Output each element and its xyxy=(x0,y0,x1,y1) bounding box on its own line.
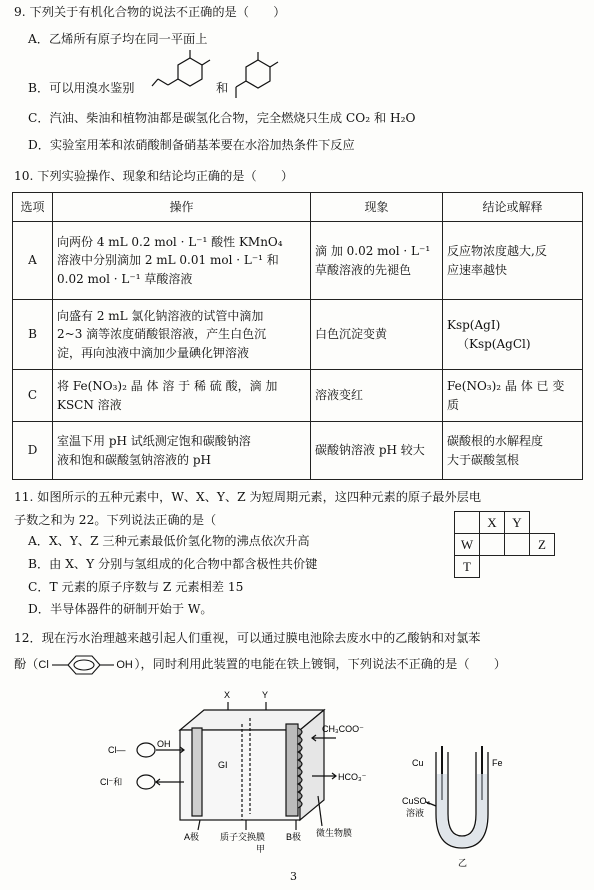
struct-cl-label: Cl xyxy=(38,658,49,671)
q11-option-c: C．T 元素的原子序数与 Z 元素相差 15 xyxy=(28,580,244,594)
text-line: 室温下用 pH 试纸测定饱和碳酸钠溶 xyxy=(57,433,251,448)
row-phenomenon xyxy=(311,222,443,300)
q12-stem-line1: 12．现在污水治理越来越引起人们重视，可以通过膜电池除去废水中的乙酸钠和对氯苯 xyxy=(14,631,481,645)
text-line: 草酸溶液的先褪色 xyxy=(315,262,412,277)
fig-x-label: X xyxy=(224,690,231,700)
text-line: （Ksp(AgCl) xyxy=(457,336,531,351)
grid-cell xyxy=(480,534,505,556)
fig-cu-label: Cu xyxy=(412,758,424,768)
fig-cl-and: Cl⁻和 xyxy=(100,777,123,787)
grid-cell-t: T xyxy=(455,556,480,578)
row-id: B xyxy=(13,300,53,370)
row-conclusion xyxy=(443,422,583,480)
q11-option-d: D．半导体器件的研制开始于 W。 xyxy=(28,602,213,616)
grid-cell xyxy=(480,556,505,578)
row-phenomenon xyxy=(311,370,443,422)
text-line: 白色沉淀变黄 xyxy=(315,327,388,342)
fig-jia-caption: 甲 xyxy=(256,844,266,854)
page-number: 3 xyxy=(290,870,297,883)
row-operation xyxy=(53,300,311,370)
membrane-battery-figure xyxy=(100,684,370,854)
styrene-like-structure-1 xyxy=(152,50,210,86)
q11-periodic-grid xyxy=(454,511,555,578)
q9-stem: 9. 下列关于有机化合物的说法不正确的是（ ） xyxy=(14,5,286,19)
row-operation xyxy=(53,222,311,300)
table-row xyxy=(13,422,583,480)
text-line: 溶液中分别滴加 2 mL 0.01 mol · L⁻¹ 和 xyxy=(57,253,279,268)
fig-b-pole: B极 xyxy=(286,832,302,842)
table-row xyxy=(13,370,583,422)
text-line: 0.02 mol · L⁻¹ 草酸溶液 xyxy=(57,271,193,286)
benzene-ring-icon xyxy=(52,653,116,677)
q9-option-b-label: B．可以用溴水鉴别 xyxy=(28,81,135,95)
fig-cl-oh-left: Cl— xyxy=(108,745,126,755)
q9-option-b xyxy=(28,80,578,96)
row-id: A xyxy=(13,222,53,300)
fig-cuso4-label: CuSO₄ xyxy=(402,796,431,806)
row-phenomenon xyxy=(311,300,443,370)
row-conclusion xyxy=(443,300,583,370)
q9-option-c: C．汽油、柴油和植物油都是碳氢化合物，完全燃烧只生成 CO₂ 和 H₂O xyxy=(28,111,416,125)
fig-a-pole: A极 xyxy=(184,832,200,842)
text-line: 液和饱和碳酸氢钠溶液的 pH xyxy=(57,452,211,467)
row-id: C xyxy=(13,370,53,422)
q10-experiment-table xyxy=(12,192,583,480)
grid-cell-w: W xyxy=(455,534,480,556)
fig-gi-label: GI xyxy=(218,760,228,770)
q9-option-b-and: 和 xyxy=(216,81,229,95)
table-header-row xyxy=(13,193,583,222)
row-phenomenon xyxy=(311,422,443,480)
fig-y-label: Y xyxy=(262,690,269,700)
row-conclusion xyxy=(443,370,583,422)
text-line: 溶液变红 xyxy=(315,388,364,403)
q11-option-b: B．由 X、Y 分别与氢组成的化合物中都含极性共价键 xyxy=(28,557,318,571)
fig-yi-caption: 乙 xyxy=(458,858,468,868)
grid-cell xyxy=(530,512,555,534)
header-option: 选项 xyxy=(13,193,53,222)
text-line: 反应物浓度越大,反 xyxy=(447,243,547,258)
fig-fe-label: Fe xyxy=(492,758,503,768)
text-line: 碳酸钠溶液 pH 较大 xyxy=(315,443,425,458)
row-operation xyxy=(53,370,311,422)
text-line: 应速率越快 xyxy=(447,262,508,277)
text-line: 碳酸根的水解程度 xyxy=(447,433,544,448)
styrene-like-structure-2 xyxy=(236,52,278,98)
row-id: D xyxy=(13,422,53,480)
u-tube-electroplating-figure xyxy=(402,744,512,870)
struct-oh-label: OH xyxy=(116,658,133,671)
header-phenomenon: 现象 xyxy=(311,193,443,222)
text-line: 质 xyxy=(447,397,460,412)
grid-cell xyxy=(530,556,555,578)
header-operation: 操作 xyxy=(53,193,311,222)
header-conclusion: 结论或解释 xyxy=(443,193,583,222)
text-line: 向两份 4 mL 0.2 mol · L⁻¹ 酸性 KMnO₄ xyxy=(57,234,283,249)
q11-option-a: A．X、Y、Z 三种元素最低价氢化物的沸点依次升高 xyxy=(28,534,310,548)
text-line: 大于碳酸氢根 xyxy=(447,452,520,467)
text-line: 滴 加 0.02 mol · L⁻¹ xyxy=(315,243,431,258)
text-line: KSCN 溶液 xyxy=(57,397,122,412)
grid-cell xyxy=(505,556,530,578)
row-conclusion xyxy=(443,222,583,300)
text-line: 将 Fe(NO₃)₂ 晶 体 溶 于 稀 硫 酸，滴 加 xyxy=(57,378,278,393)
row-operation xyxy=(53,422,311,480)
q12-stem-suffix: ），同时利用此装置的电能在铁上镀铜，下列说法不正确的是（ ） xyxy=(134,657,507,671)
text-line: 2~3 滴等浓度硝酸银溶液，产生白色沉 xyxy=(57,327,267,342)
q10-stem: 10. 下列实验操作、现象和结论均正确的是（ ） xyxy=(14,169,294,183)
q9-option-b-structures xyxy=(140,48,280,104)
table-row xyxy=(13,222,583,300)
grid-cell xyxy=(455,512,480,534)
q9-option-a: A．乙烯所有原子均在同一平面上 xyxy=(28,32,208,46)
grid-cell-z: Z xyxy=(530,534,555,556)
text-line: 向盛有 2 mL 氯化钠溶液的试管中滴加 xyxy=(57,308,264,323)
text-line: Fe(NO₃)₂ 晶 体 已 变 xyxy=(447,378,565,393)
fig-membrane-label: 质子交换膜 xyxy=(220,832,266,842)
q12-stem-line2 xyxy=(14,656,584,673)
text-line: 淀，再向浊液中滴加少量碘化钾溶液 xyxy=(57,345,250,360)
fig-solution-label: 溶液 xyxy=(406,808,425,818)
fig-ch3coo-label: CH₃COO⁻ xyxy=(322,724,364,734)
grid-cell xyxy=(505,534,530,556)
table-row xyxy=(13,300,583,370)
q12-stem-prefix: 酚（ xyxy=(14,657,39,671)
p-chlorophenol-structure xyxy=(38,657,134,673)
q11-stem-line2: 子数之和为 22。下列说法正确的是（ xyxy=(14,513,217,527)
fig-microbe-label: 微生物膜 xyxy=(316,828,353,838)
grid-cell-y: Y xyxy=(505,512,530,534)
fig-oh-left: OH xyxy=(157,739,171,749)
q9-option-d: D．实验室用苯和浓硝酸制备硝基苯要在水浴加热条件下反应 xyxy=(28,138,355,152)
text-line: Ksp(AgI) xyxy=(447,317,501,332)
q11-stem-line1: 11. 如图所示的五种元素中，W、X、Y、Z 为短周期元素，这四种元素的原子最外层电 xyxy=(14,490,482,504)
fig-hco3-label: HCO₃⁻ xyxy=(338,772,367,782)
grid-cell-x: X xyxy=(480,512,505,534)
